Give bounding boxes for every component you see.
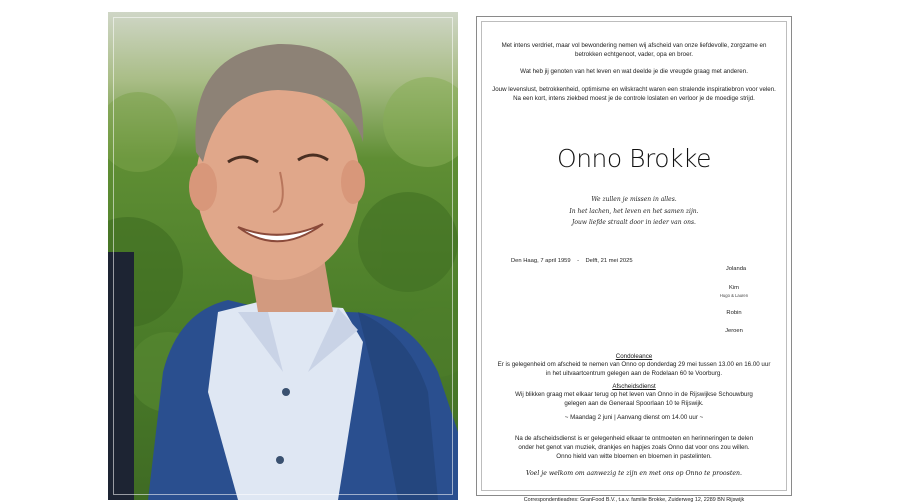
- death-date: Delft, 21 mei 2025: [585, 258, 633, 264]
- memorial-quote: We zullen je missen in alles. In het lachen, het leven en het samen zijn. Jouw liefde straalt door in ieder van ons.: [569, 196, 699, 226]
- afscheidsdienst-text: Wij blikken graag met elkaar terug op het leven van Onno in de Rijswijkse Schouwburg gelegen aan de Generaal Spoorlaan 10 te Rijswijk.: [515, 391, 753, 407]
- condoleance-text: Er is gelegenheid om afscheid te nemen van Onno op donderdag 29 mei tussen 13.00 en 16.00 uur in het uitvaartcentrum gelegen aan de Rodelaan 60 te Voorburg.: [497, 361, 771, 377]
- portrait-illustration: [108, 12, 458, 500]
- shirt-button: [276, 456, 284, 464]
- memorial-card: [476, 16, 792, 503]
- correspondence-address: Correspondentieadres: GranFood B.V., t.a.v. familie Brokke, Zuiderweg 12, 2289 BN Rijswijk: [523, 497, 745, 503]
- after-service-text: Na de afscheidsdienst is er gelegenheid elkaar te ontmoeten en herinneringen te delen onder het genot van muziek, drankjes en hapjes zoals Onno dat voor ons zou willen. Onno hield van witte bloemen en bloemen in pastelinten.: [514, 435, 754, 460]
- service-time: ~ Maandag 2 juni | Aanvang dienst om 14.00 uur ~: [564, 414, 704, 421]
- shirt-button: [282, 388, 290, 396]
- afscheidsdienst-title: Afscheidsdienst: [612, 383, 656, 390]
- family-member-partner: Hugo & Lauren: [719, 293, 749, 298]
- intro-line: Wat heb jij genoten van het leven en wat deelde je die vreugde graag met anderen.: [520, 68, 748, 75]
- family-member: Jeroen: [725, 328, 743, 334]
- family-member: Jolanda: [725, 266, 747, 272]
- side-figure: [108, 252, 134, 500]
- intro-paragraph-2: Jouw levenslust, betrokkenheid, optimisme en wilskracht waren een stralende inspiratiebron voor velen. Na een kort, intens ziekbed moest je de controle loslaten en verloor je de moedige strijd.: [492, 86, 776, 102]
- birth-date: Den Haag, 7 april 1959: [511, 258, 571, 264]
- closing-invitation: Voel je welkom om aanwezig te zijn en met ons op Onno te proosten.: [526, 470, 742, 477]
- intro-paragraph: Met intens verdriet, maar vol bewondering nemen wij afscheid van onze liefdevolle, zorgzame en betrokken echtgenoot, vader, opa en broer.: [501, 42, 767, 58]
- condoleance-title: Condoleance: [615, 353, 653, 360]
- life-dates: [511, 258, 633, 264]
- deceased-name: Onno Brokke: [557, 144, 711, 173]
- family-member: Kim: [729, 285, 739, 291]
- date-separator: -: [577, 258, 580, 264]
- family-member: Robin: [726, 310, 742, 316]
- portrait-photo: [108, 12, 458, 500]
